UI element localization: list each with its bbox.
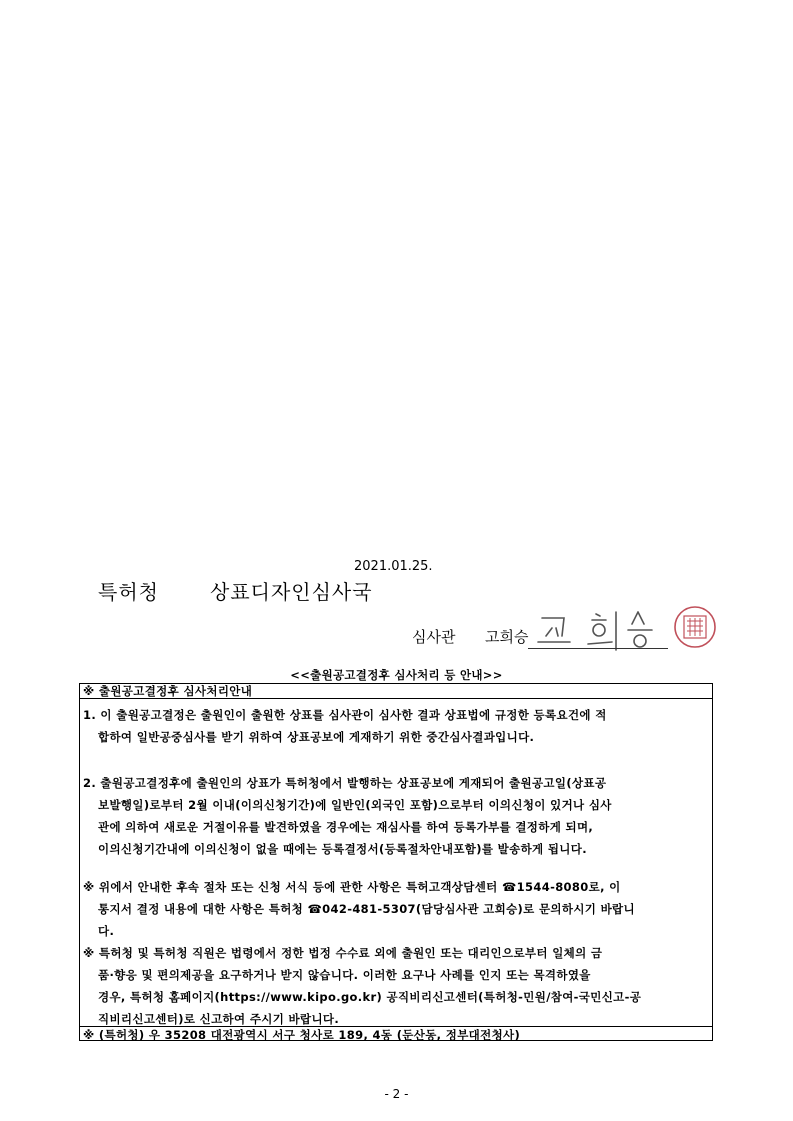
item1-line: 합하여 일반공중심사를 받기 위하여 상표공보에 게재하기 위한 중간심사결과입니다. [98,730,535,744]
note2-line: 직비리신고센터)로 신고하여 주시기 바랍니다. [98,1012,340,1026]
item1-line: 1. 이 출원공고결정은 출원인이 출원한 상표를 심사관이 심사한 결과 상표법에 규정한 등록요건에 적 [83,708,607,722]
note2-line: 경우, 특허청 홈페이지(https://www.kipo.go.kr) 공직비리신고센터(특허청-민원/참여-국민신고-공 [98,990,642,1004]
item2-line: 관에 의하여 새로운 거절이유를 발견하였을 경우에는 재심사를 하여 등록가부를 결정하게 되며, [98,820,594,834]
notice-heading-row [80,684,712,699]
item2-line: 이의신청기간내에 이의신청이 없을 때에는 등록결정서(등록절차안내포함)를 발송하게 됩니다. [98,842,587,856]
note2-line: 품·향응 및 편의제공을 요구하거나 받지 않습니다. 이러한 요구나 사례를 인지 또는 목격하였을 [98,968,591,982]
item2-line: 보발행일)로부터 2월 이내(이의신청기간)에 일반인(외국인 포함)으로부터 이의신청이 있거나 심사 [98,798,612,812]
notice-title: <<출원공고결정후 심사처리 등 안내>> [290,668,503,682]
note1-line: 통지서 결정 내용에 대한 사항은 특허청 ☎042-481-5307(담당심사관 고희승)로 문의하시기 바랍니 [98,902,635,916]
note1-line: 다. [98,924,115,938]
page-number: - 2 - [384,1087,409,1101]
item2-line: 2. 출원공고결정후에 출원인의 상표가 특허청에서 발행하는 상표공보에 게재되어 출원공고일(상표공 [83,776,607,790]
handwritten-signature [530,606,670,652]
notice-heading: ※ 출원공고결정후 심사처리안내 [83,684,253,698]
note1-line: ※ 위에서 안내한 후속 절차 또는 신청 서식 등에 관한 사항은 특허고객상담센터 ☎1544-8080로, 이 [83,880,621,894]
office-name: 특허청 [98,580,159,604]
note2-line: ※ 특허청 및 특허청 직원은 법령에서 정한 법정 수수료 외에 출원인 또는 대리인으로부터 일체의 금 [83,946,603,960]
department-name: 상표디자인심사국 [210,580,373,604]
signature-line [528,648,668,649]
examiner-label: 심사관 [412,628,456,646]
document-date: 2021.01.25. [354,559,433,574]
official-seal-icon [672,604,718,650]
examiner-name: 고희승 [485,628,529,646]
address-line: ※ (특허청) 우 35208 대전광역시 서구 청사로 189, 4동 (둔산동, 정부대전청사) [83,1028,521,1042]
notice-box [79,683,713,1041]
